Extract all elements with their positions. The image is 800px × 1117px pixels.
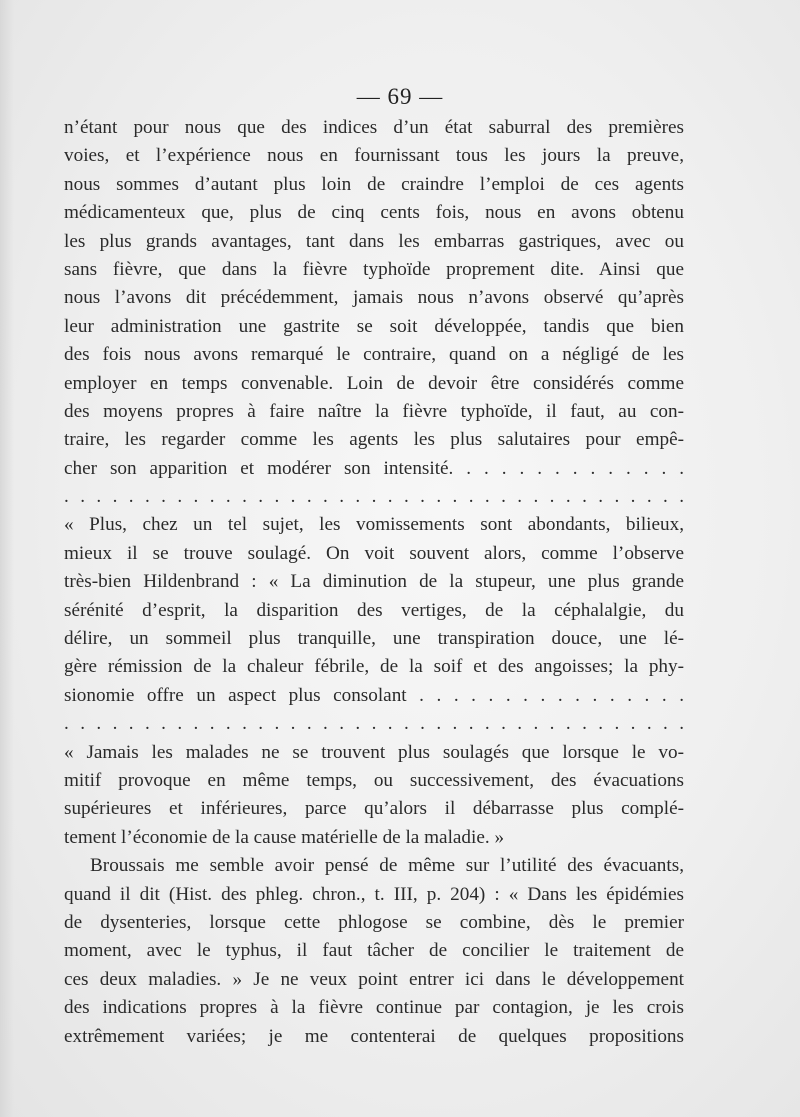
text-line: des moyens propres à faire naître la fièvre typhoïde, il faut, au con- [64, 400, 684, 422]
text-line: tement l’économie de la cause matérielle de la maladie. » [64, 826, 505, 848]
ellipsis-line: . . . . . . . . . . . . . . . . . . . . . . . . . . . . . . . . . . . . . . . [64, 486, 684, 508]
text-line: cher son apparition et modérer son intensité. . . . . . . . . . . . . . [64, 457, 684, 479]
text-line: « Plus, chez un tel sujet, les vomissements sont abondants, bilieux, [64, 514, 684, 536]
text-line: nous sommes d’autant plus loin de craindre l’emploi de ces agents [64, 173, 684, 195]
text-line: supérieures et inférieures, parce qu’alors il débarrasse plus complé- [64, 798, 684, 820]
text-line: très-bien Hildenbrand : « La diminution de la stupeur, une plus grande [64, 571, 684, 593]
text-line: moment, avec le typhus, il faut tâcher de concilier le traitement de [64, 940, 684, 962]
text-line: sans fièvre, que dans la fièvre typhoïde proprement dite. Ainsi que [64, 258, 684, 280]
text-line: des indications propres à la fièvre continue par contagion, je les crois [64, 997, 684, 1019]
text-line: mieux il se trouve soulagé. On voit souvent alors, comme l’observe [64, 542, 684, 564]
ellipsis-line: . . . . . . . . . . . . . . . . . . . . . . . . . . . . . . . . . . . . . . . [64, 713, 684, 735]
text-line: sionomie offre un aspect plus consolant . . . . . . . . . . . . . . . . [64, 684, 684, 706]
body-text [64, 114, 684, 1051]
page-number: — 69 — [356, 84, 444, 109]
text-line: voies, et l’expérience nous en fournissant tous les jours la preuve, [64, 145, 684, 167]
text-line: ces deux maladies. » Je ne veux point entrer ici dans le développement [64, 968, 684, 990]
text-line: Broussais me semble avoir pensé de même sur l’utilité des évacuants, [90, 855, 684, 877]
text-line: traire, les regarder comme les agents les plus salutaires pour empê- [64, 429, 684, 451]
page-edge-shadow [0, 0, 14, 1117]
text-line: « Jamais les malades ne se trouvent plus soulagés que lorsque le vo- [64, 741, 684, 763]
text-line: n’étant pour nous que des indices d’un état saburral des premières [64, 117, 684, 138]
text-line: des fois nous avons remarqué le contraire, quand on a négligé de les [64, 344, 684, 366]
text-line: médicamenteux que, plus de cinq cents fois, nous en avons obtenu [64, 202, 684, 224]
text-line: nous l’avons dit précédemment, jamais nous n’avons observé qu’après [64, 287, 684, 309]
text-line: de dysenteries, lorsque cette phlogose se combine, dès le premier [64, 911, 684, 933]
text-line: quand il dit (Hist. des phleg. chron., t. III, p. 204) : « Dans les épidémies [64, 883, 684, 905]
text-line: employer en temps convenable. Loin de devoir être considérés comme [64, 372, 684, 394]
text-line: gère rémission de la chaleur fébrile, de la soif et des angoisses; la phy- [64, 656, 684, 678]
text-line: leur administration une gastrite se soit développée, tandis que bien [64, 315, 684, 337]
text-line: délire, un sommeil plus tranquille, une transpiration douce, une lé- [64, 628, 684, 650]
text-line: sérénité d’esprit, la disparition des vertiges, de la céphalalgie, du [64, 599, 684, 621]
text-line: les plus grands avantages, tant dans les embarras gastriques, avec ou [64, 230, 684, 252]
text-line: extrêmement variées; je me contenterai de quelques propositions [64, 1025, 684, 1047]
text-line: mitif provoque en même temps, ou successivement, des évacuations [64, 769, 684, 791]
